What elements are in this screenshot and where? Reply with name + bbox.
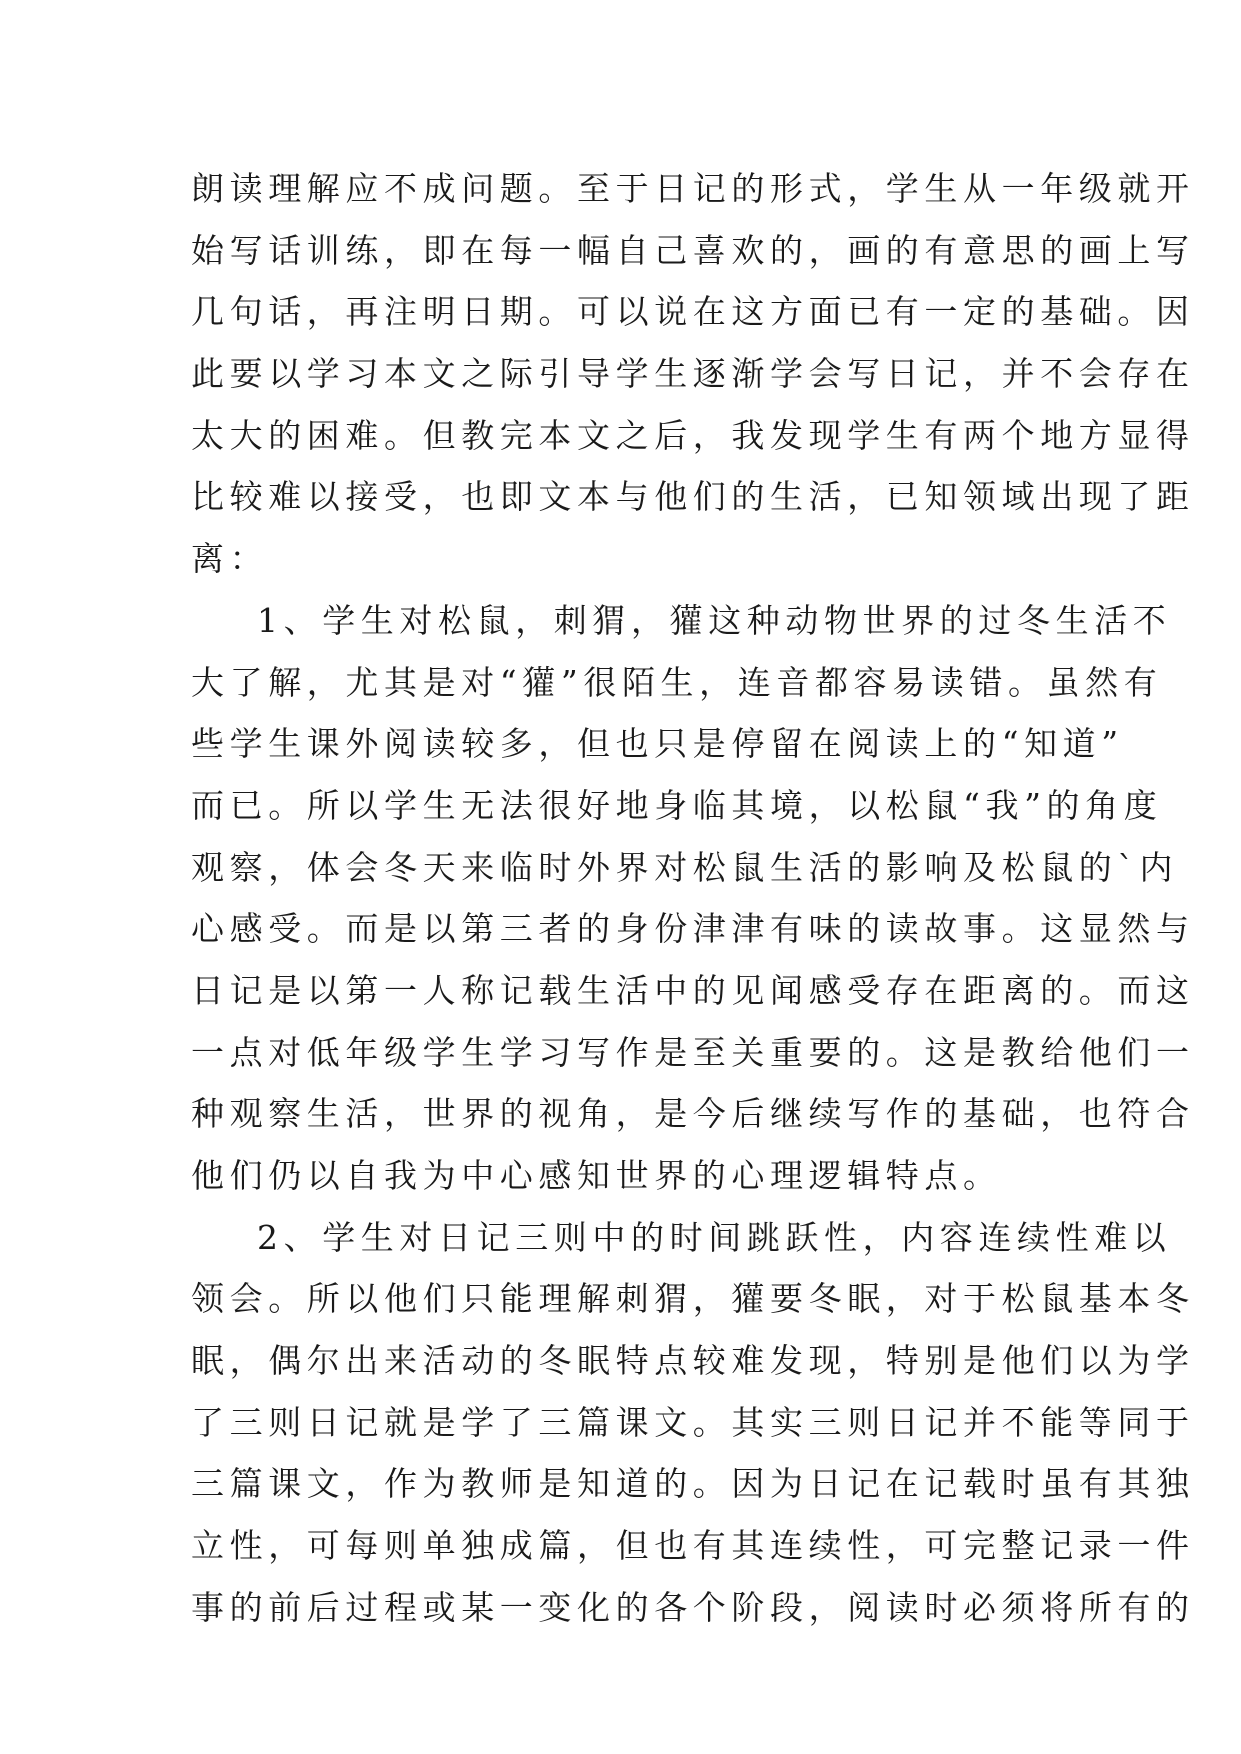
text-line: 而已。所以学生无法很好地身临其境，以松鼠“我”的角度 [191,785,1163,825]
text-line: 朗读理解应不成问题。至于日记的形式，学生从一年级就开 [191,169,1195,208]
text-line: 三篇课文，作为教师是知道的。因为日记在记载时虽有其独 [191,1464,1195,1504]
text-line: 日记是以第一人称记载生活中的见闻感受存在距离的。而这 [191,970,1195,1010]
text-line: 眠，偶尔出来活动的冬眠特点较难发现，特别是他们以为学 [191,1341,1195,1381]
text-line: 一点对低年级学生学习写作是至关重要的。这是教给他们一 [191,1032,1195,1072]
text-line: 2、学生对日记三则中的时间跳跃性，内容连续性难以 [257,1217,1172,1257]
text-line: 些学生课外阅读较多，但也只是停留在阅读上的“知道” [191,724,1124,764]
text-line: 立性，可每则单独成篇，但也有其连续性，可完整记录一件 [191,1526,1195,1566]
text-line: 大了解，尤其是对“獾”很陌生，连音都容易读错。虽然有 [191,662,1163,702]
text-line: 了三则日记就是学了三篇课文。其实三则日记并不能等同于 [191,1402,1195,1442]
text-line: 种观察生活，世界的视角，是今后继续写作的基础，也符合 [191,1094,1195,1134]
text-line: 太大的困难。但教完本文之后，我发现学生有两个地方显得 [191,415,1195,455]
text-line: 离： [191,539,269,579]
text-line: 始写话训练，即在每一幅自己喜欢的，画的有意思的画上写 [191,230,1195,270]
text-line: 观察，体会冬天来临时外界对松鼠生活的影响及松鼠的`内 [191,847,1179,887]
text-line: 比较难以接受，也即文本与他们的生活，已知领域出现了距 [191,477,1195,517]
text-line: 心感受。而是以第三者的身份津津有味的读故事。这显然与 [191,909,1195,949]
text-line: 事的前后过程或某一变化的各个阶段，阅读时必须将所有的 [191,1587,1195,1627]
text-line: 1、学生对松鼠，刺猬，獾这种动物世界的过冬生活不 [257,600,1172,640]
text-line: 此要以学习本文之际引导学生逐渐学会写日记，并不会存在 [191,354,1195,394]
body-text [191,158,1195,1639]
text-line: 他们仍以自我为中心感知世界的心理逻辑特点。 [191,1156,1002,1195]
text-line: 几句话，再注明日期。可以说在这方面已有一定的基础。因 [191,292,1195,332]
text-line: 领会。所以他们只能理解刺猬，獾要冬眠，对于松鼠基本冬 [191,1279,1195,1319]
